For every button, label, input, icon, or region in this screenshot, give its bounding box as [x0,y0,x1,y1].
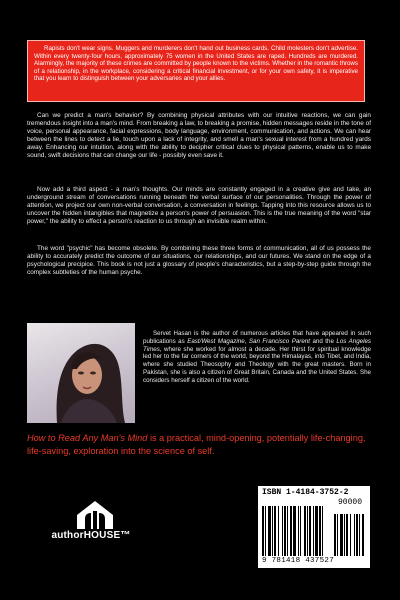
body-paragraph-2: Now add a third aspect - a man's thoughts. Our minds are constantly engaged in a creative give and take, an underground stream of conversations running beneath the verbal surface of our personalities. Through the power of attention, we project our own non-verbal conversation, a conversation in feelings. Tapping into this resource allows us to uncover the hidden intangibles that magnetize a person's power of persuasion. This is the true meaning of the word "star power," the ability to effect a person's reaction to us through an invisible realm within. [27,186,371,225]
barcode-bar [293,506,296,556]
publisher-name: authorHOUSE™ [51,530,131,541]
addon-barcode-bar [340,514,343,556]
isbn-label: ISBN 1-4184-3752-2 [262,488,349,497]
authorhouse-logo-icon [55,497,135,551]
addon-barcode-bar [334,514,336,556]
barcode-bar [282,506,283,556]
barcode-bar [268,506,271,556]
author-bio: Servet Hasan is the author of numerous articles that have appeared in such publications as East/West Magazine, San Francisco Parent and the Los Angeles Times, where she worked for almost a decade. Her thirst for spiritual knowledge led her to the far corners of the world, beyond the Himalayas, into Tibet, and India, where she studied Theosophy and Theology with the great masters. Born in Pakistan, she is also a citizen of Great Britain, Canada and the United States. She considers herself a citizen of the world. [143,330,371,384]
addon-barcode-bar [346,514,348,556]
book-title: How to Read Any Man's Mind [27,433,148,443]
barcode-bar [278,506,279,556]
warning-box [27,40,365,102]
barcode-bar [307,506,308,556]
barcode-bar [262,506,264,556]
barcode-bar [298,506,299,556]
barcode-number: 9 781418 437527 [262,557,335,565]
barcode-bar [309,506,311,556]
barcode-bar [304,506,306,556]
barcode-bar [274,506,276,556]
barcode-bar [322,506,323,556]
barcode-bar [313,506,314,556]
barcode-bar [272,506,273,556]
barcode-bars [262,506,366,556]
barcode-bar [315,506,318,556]
addon-barcode-bar [359,514,360,556]
barcode-bar [290,506,292,556]
barcode-bar [284,506,286,556]
price-code: 90000 [338,498,363,507]
barcode-bar [300,506,301,556]
barcode-bar [319,506,321,556]
addon-barcode-bar [337,514,338,556]
addon-barcode-bar [362,514,364,556]
isbn-barcode [258,486,370,568]
addon-barcode-bar [344,514,345,556]
warning-text: Rapists don't wear signs. Muggers and murderers don't hand out business cards. Child molesters don't advertise. Within every twenty-four hours, approximately 75 women in the United States are raped. Hundreds are murdered. Alarmingly, the majority of these crimes are committed by people known to the victims. Whether in the romantic throws of a relationship, in the workplace, considering a critical financial investment, or for your own safety, it is imperative that you learn to distinguish between your adversaries and your allies. [34,45,358,83]
addon-barcode-bar [354,514,355,556]
addon-barcode-bar [356,514,358,556]
barcode-bar [265,506,266,556]
body-paragraph-3: The word "psychic" has become obsolete. By combining these three forms of communication, all of us possess the ability to accurately predict the outcome of our situations, our relationships, and our futures. We stand on the edge of a psychological precipice. This book is not just a glossary of people's characteristics, but a step-by-step guide through the complex subtleties of the human psyche. [27,245,371,276]
author-photo [27,323,135,423]
addon-barcode-bar [350,514,351,556]
body-paragraph-1: Can we predict a man's behavior? By combining physical attributes with our intuitive reactions, we can gain tremendous insight into a man's mind. From breaking a law, to breaking a promise, hidden messages reside in the tone of voice, personal appearance, facial expressions, body language, environment, communication, and actions. We can hear between the lines to detect a lie, touch upon a lack of integrity, and smell a man's sexual interest from a hundred yards away. Enhancing our intuition, along with the ability to decipher critical clues to physical patterns, enable us to make sound, swift decisions that can change our life - possibly even save it. [27,112,371,159]
barcode-bar [287,506,288,556]
book-tagline: How to Read Any Man's Mind is a practical, mind-opening, potentially life-changing, life-saving, exploration into the science of self. [27,433,366,457]
